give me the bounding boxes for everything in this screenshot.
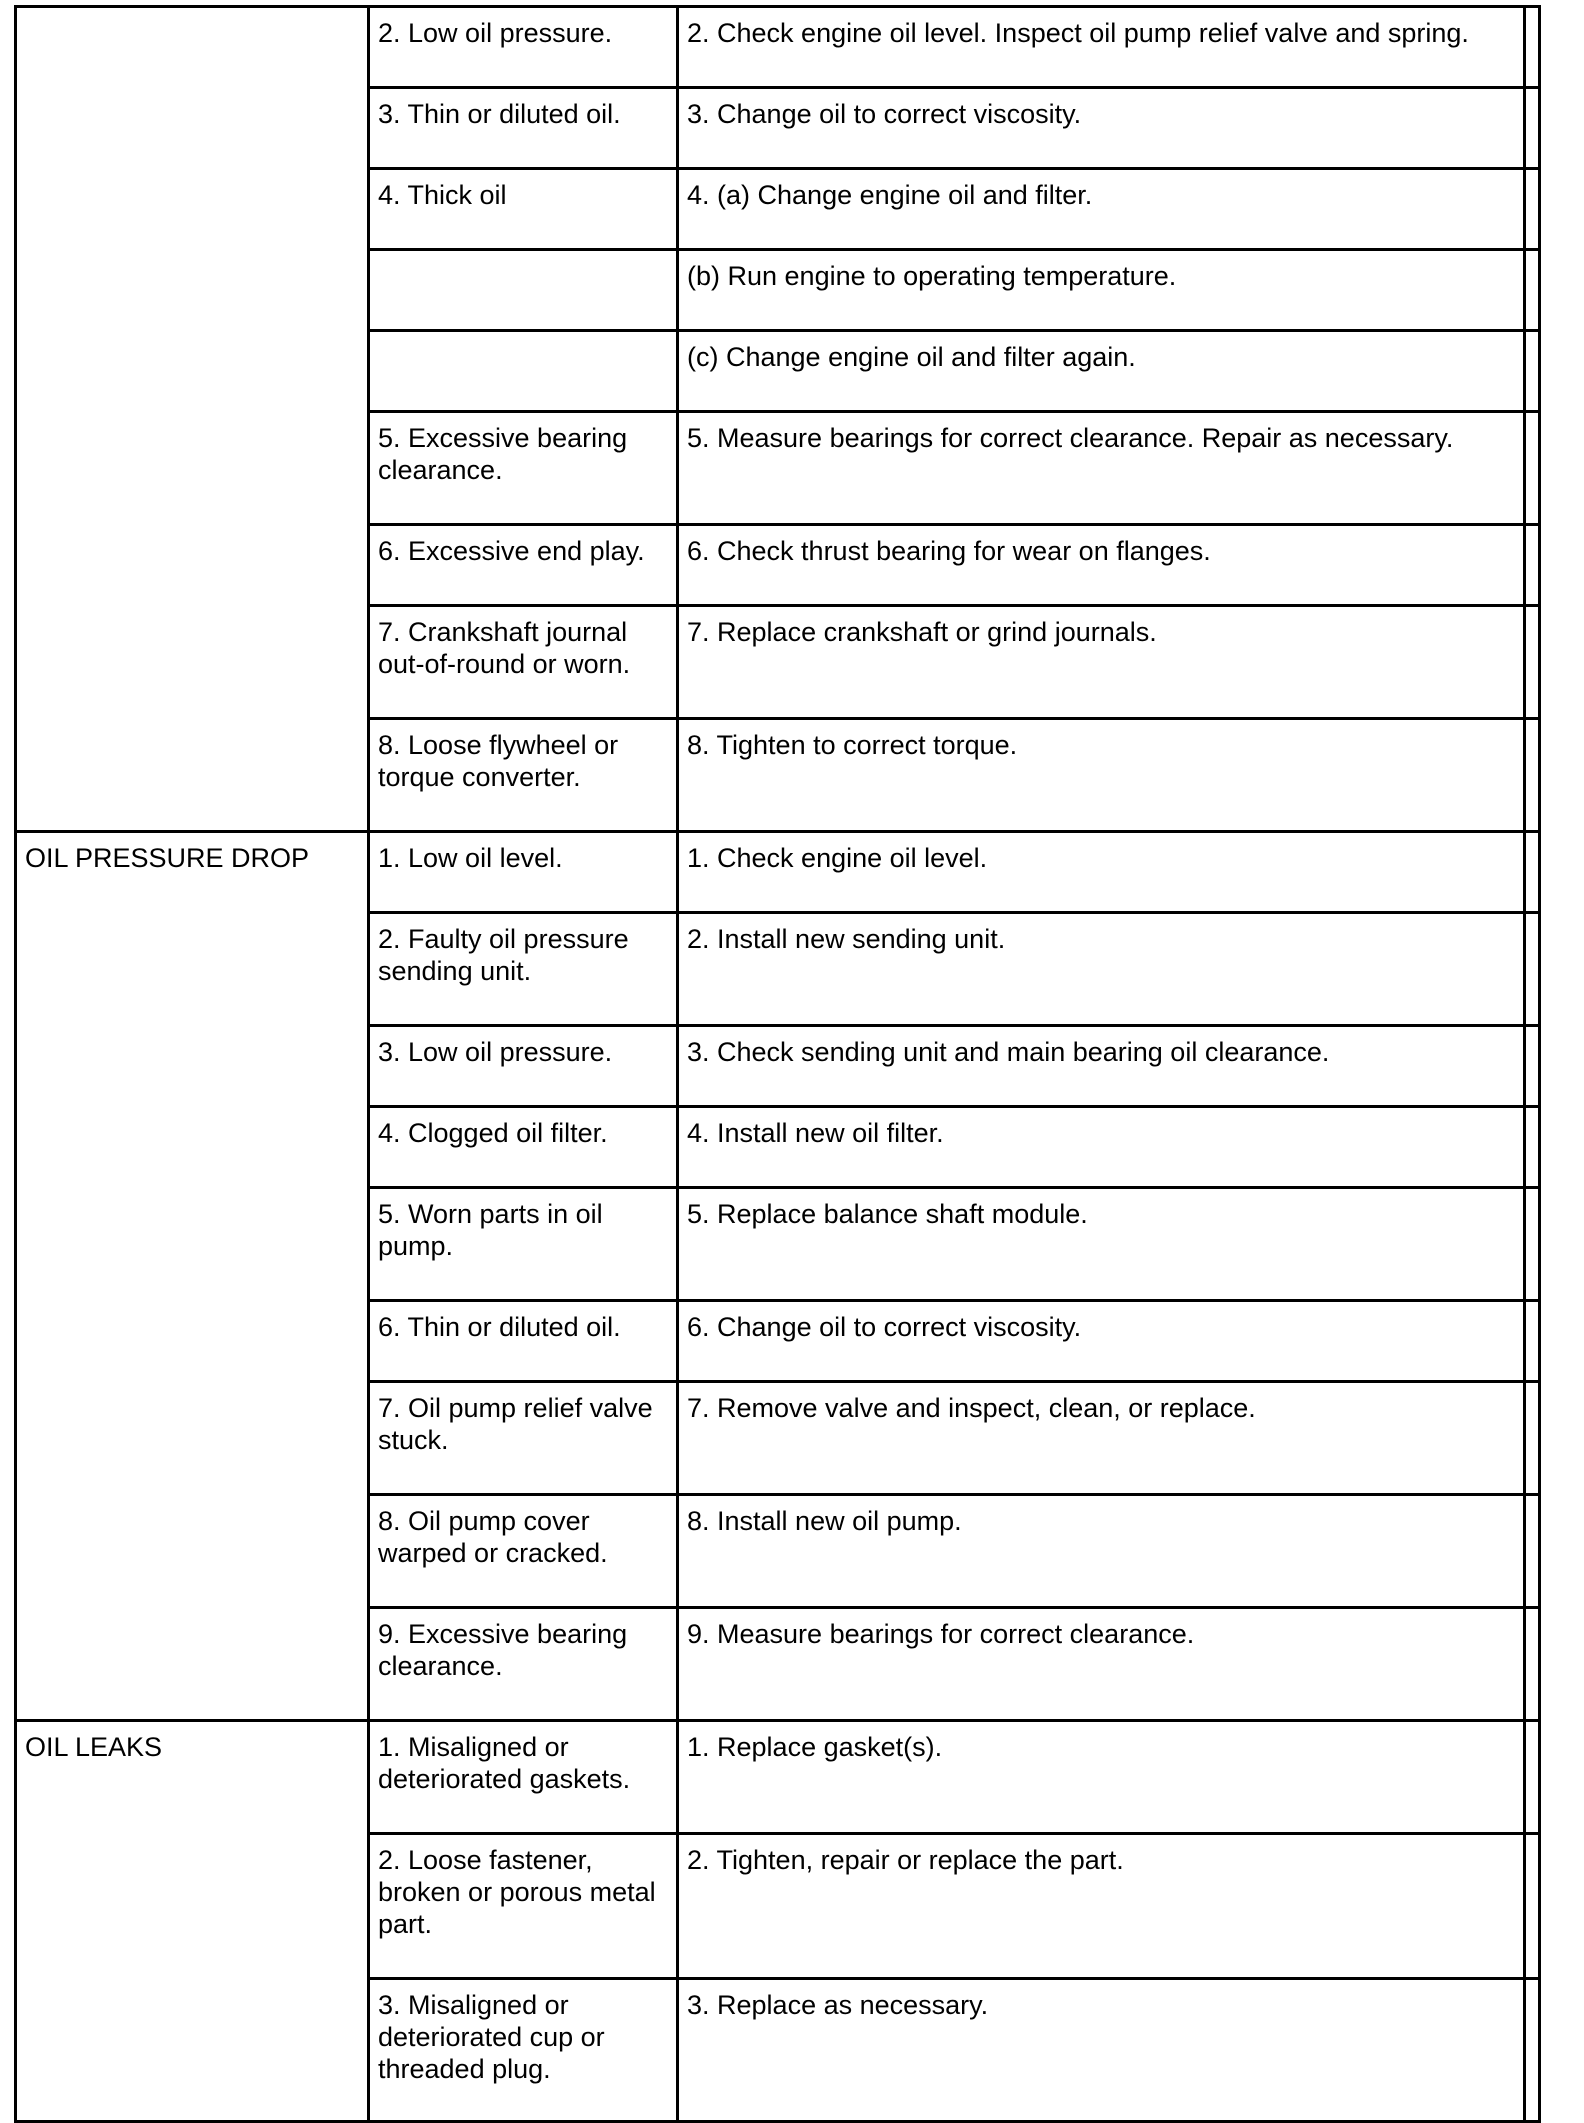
correction-cell: 1. Replace gasket(s). — [678, 1721, 1525, 1834]
blank-cell — [1525, 1721, 1540, 1834]
correction-cell: 3. Replace as necessary. — [678, 1979, 1525, 2122]
correction-cell: 5. Measure bearings for correct clearance. Repair as necessary. — [678, 412, 1525, 525]
symptom-cell — [16, 7, 369, 832]
blank-cell — [1525, 1834, 1540, 1979]
cause-cell: 6. Thin or diluted oil. — [369, 1301, 678, 1382]
blank-cell — [1525, 1382, 1540, 1495]
blank-cell — [1525, 7, 1540, 88]
correction-cell: 7. Remove valve and inspect, clean, or replace. — [678, 1382, 1525, 1495]
cause-cell: 7. Oil pump relief valve stuck. — [369, 1382, 678, 1495]
cause-cell: 2. Faulty oil pressure sending unit. — [369, 913, 678, 1026]
cause-cell: 3. Thin or diluted oil. — [369, 88, 678, 169]
correction-cell: 8. Tighten to correct torque. — [678, 719, 1525, 832]
cause-cell: 1. Misaligned or deteriorated gaskets. — [369, 1721, 678, 1834]
correction-cell: 3. Check sending unit and main bearing oil clearance. — [678, 1026, 1525, 1107]
correction-cell: 4. Install new oil filter. — [678, 1107, 1525, 1188]
blank-cell — [1525, 1188, 1540, 1301]
blank-cell — [1525, 1026, 1540, 1107]
table-row — [16, 832, 1540, 913]
cause-cell: 2. Loose fastener, broken or porous metal part. — [369, 1834, 678, 1979]
correction-cell: 2. Tighten, repair or replace the part. — [678, 1834, 1525, 1979]
blank-cell — [1525, 331, 1540, 412]
correction-cell: 7. Replace crankshaft or grind journals. — [678, 606, 1525, 719]
blank-cell — [1525, 169, 1540, 250]
blank-cell — [1525, 88, 1540, 169]
correction-cell: 2. Check engine oil level. Inspect oil pump relief valve and spring. — [678, 7, 1525, 88]
cause-cell: 8. Oil pump cover warped or cracked. — [369, 1495, 678, 1608]
blank-cell — [1525, 412, 1540, 525]
cause-cell: 9. Excessive bearing clearance. — [369, 1608, 678, 1721]
cause-cell: 7. Crankshaft journal out-of-round or worn. — [369, 606, 678, 719]
blank-cell — [1525, 832, 1540, 913]
correction-cell: 6. Check thrust bearing for wear on flanges. — [678, 525, 1525, 606]
blank-cell — [1525, 913, 1540, 1026]
table-row — [16, 1721, 1540, 1834]
cause-cell: 6. Excessive end play. — [369, 525, 678, 606]
cause-cell — [369, 250, 678, 331]
blank-cell — [1525, 1608, 1540, 1721]
cause-cell: 5. Worn parts in oil pump. — [369, 1188, 678, 1301]
cause-cell: 1. Low oil level. — [369, 832, 678, 913]
correction-cell: 6. Change oil to correct viscosity. — [678, 1301, 1525, 1382]
blank-cell — [1525, 1979, 1540, 2122]
correction-cell: (c) Change engine oil and filter again. — [678, 331, 1525, 412]
cause-cell: 3. Misaligned or deteriorated cup or threaded plug. — [369, 1979, 678, 2122]
correction-cell: 5. Replace balance shaft module. — [678, 1188, 1525, 1301]
blank-cell — [1525, 1301, 1540, 1382]
correction-cell: (b) Run engine to operating temperature. — [678, 250, 1525, 331]
correction-cell: 8. Install new oil pump. — [678, 1495, 1525, 1608]
correction-cell: 1. Check engine oil level. — [678, 832, 1525, 913]
cause-cell: 5. Excessive bearing clearance. — [369, 412, 678, 525]
cause-cell: 2. Low oil pressure. — [369, 7, 678, 88]
correction-cell: 9. Measure bearings for correct clearance. — [678, 1608, 1525, 1721]
blank-cell — [1525, 1107, 1540, 1188]
table-row — [16, 7, 1540, 88]
blank-cell — [1525, 250, 1540, 331]
diagnosis-table — [14, 5, 1541, 2123]
cause-cell: 3. Low oil pressure. — [369, 1026, 678, 1107]
cause-cell: 4. Thick oil — [369, 169, 678, 250]
symptom-cell: OIL PRESSURE DROP — [16, 832, 369, 1721]
blank-cell — [1525, 719, 1540, 832]
symptom-cell: OIL LEAKS — [16, 1721, 369, 2122]
blank-cell — [1525, 525, 1540, 606]
blank-cell — [1525, 1495, 1540, 1608]
blank-cell — [1525, 606, 1540, 719]
cause-cell — [369, 331, 678, 412]
cause-cell: 8. Loose flywheel or torque converter. — [369, 719, 678, 832]
correction-cell: 4. (a) Change engine oil and filter. — [678, 169, 1525, 250]
cause-cell: 4. Clogged oil filter. — [369, 1107, 678, 1188]
correction-cell: 2. Install new sending unit. — [678, 913, 1525, 1026]
correction-cell: 3. Change oil to correct viscosity. — [678, 88, 1525, 169]
